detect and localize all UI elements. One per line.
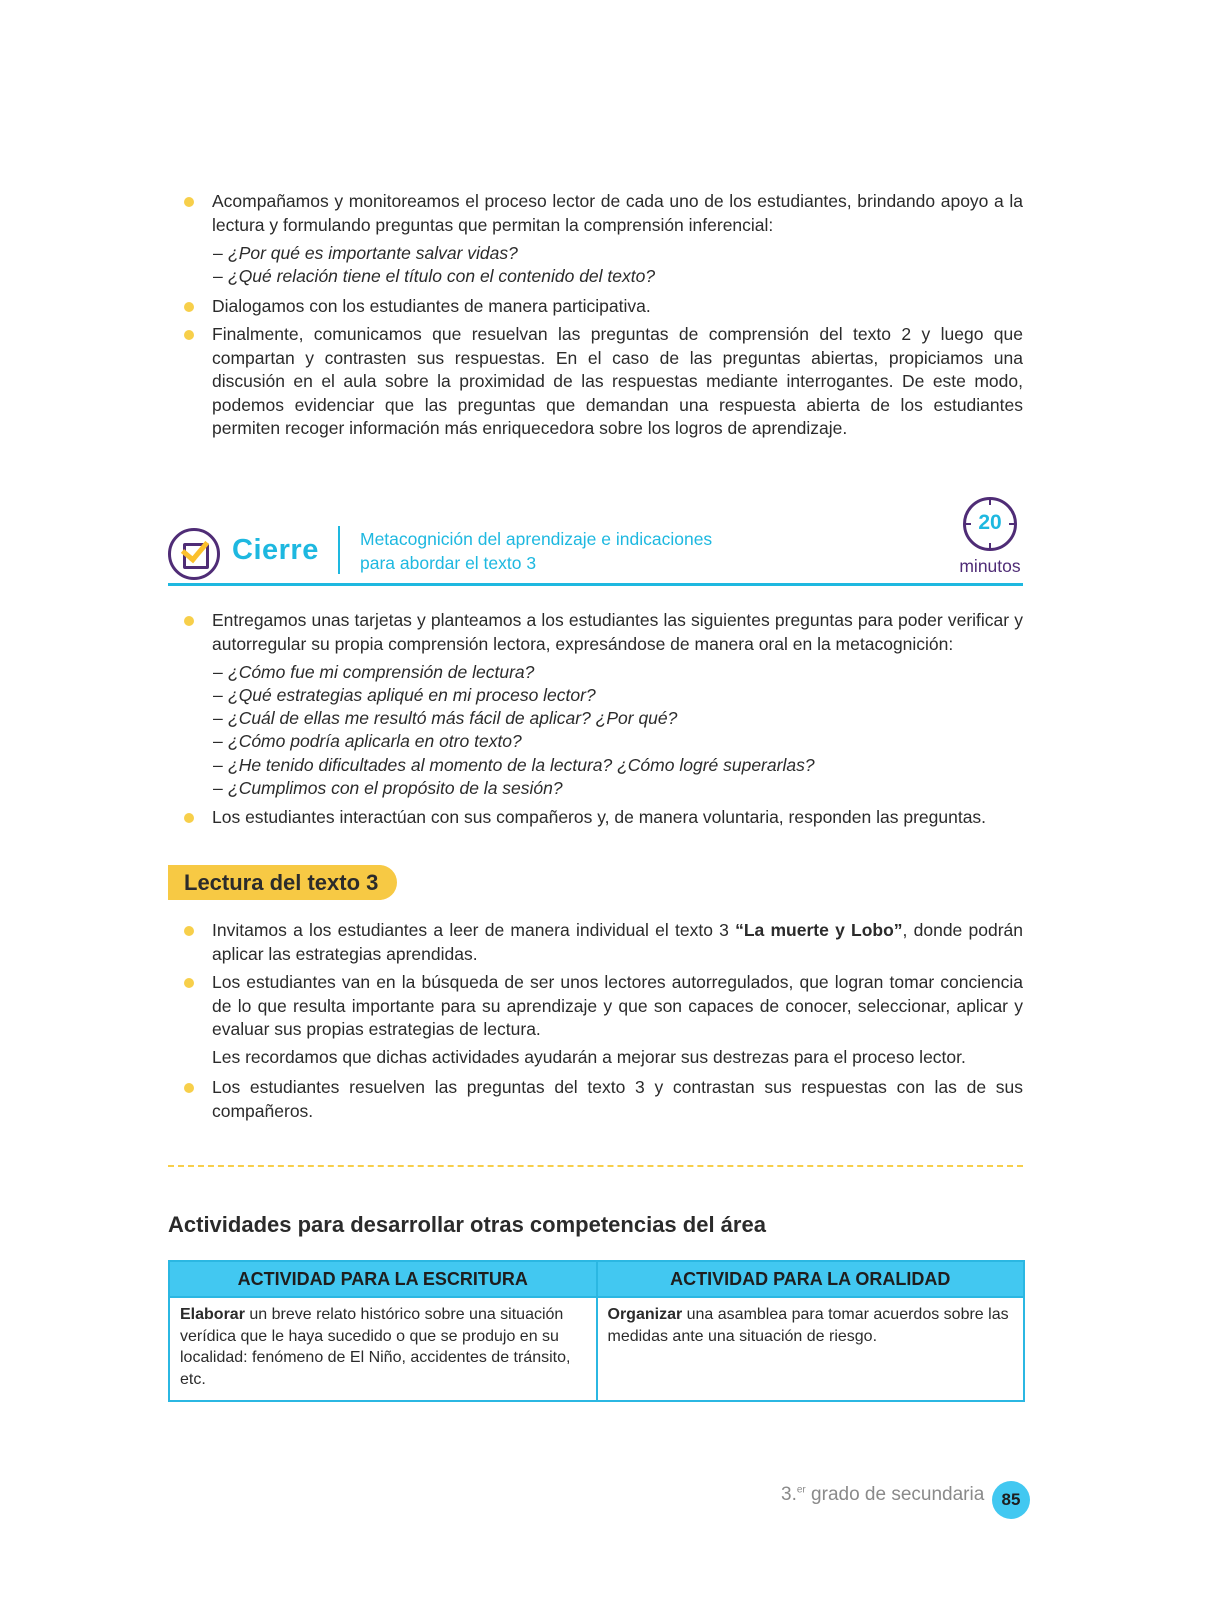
bullet-text: Los estudiantes van en la búsqueda de ser unos lectores autorregulados, que logran tomar conciencia de lo que resulta importante para su aprendizaje y que son capaces de conocer, seleccionar, aplicar y evaluar sus propias estrategias de lectura. (212, 972, 1023, 1039)
table-cell-escritura: Elaborar un breve relato histórico sobre una situación verídica que le haya sucedido o que se produjo en su localidad: fenómeno de El Niño, accidentes de tránsito, etc. (169, 1297, 597, 1401)
timer-minutes: 20 (978, 511, 1002, 534)
bullet-text: Entregamos unas tarjetas y planteamos a los estudiantes las siguientes preguntas para poder verificar y autorregular su propia comprensión lectora, expresándose de manera oral en la metacognición: (212, 610, 1023, 654)
bullet-dot (184, 616, 194, 626)
bullet-item (168, 806, 1023, 830)
question-text: ¿Qué relación tiene el título con el contenido del texto? (228, 266, 656, 286)
question-item: – ¿Cumplimos con el propósito de la sesión? (213, 778, 563, 798)
cierre-subtitle: Metacognición del aprendizaje e indicaciones para abordar el texto 3 (360, 529, 713, 573)
table-header-escritura: ACTIVIDAD PARA LA ESCRITURA (169, 1261, 597, 1297)
question-text: ¿Por qué es importante salvar vidas? (228, 243, 518, 263)
cierre-title: Cierre (232, 534, 319, 566)
bullet-dot (184, 197, 194, 207)
bullet-text: Invitamos a los estudiantes a leer de manera individual el texto 3 “La muerte y Lobo”, donde podrán aplicar las estrategias aprendidas. (212, 920, 1024, 964)
dashed-divider (168, 1165, 1023, 1167)
section-title-lectura: Lectura del texto 3 (168, 865, 397, 900)
bullet-dot (184, 330, 194, 340)
table-cell-oralidad: Organizar una asamblea para tomar acuerdos sobre las medidas ante una situación de riesgo. (597, 1297, 1025, 1401)
bullet-text: Dialogamos con los estudiantes de manera participativa. (212, 296, 651, 316)
question-item: – ¿Qué relación tiene el título con el contenido del texto? (213, 266, 656, 286)
bullet-dot (184, 813, 194, 823)
bullet-dot (184, 926, 194, 936)
checkbox-icon (168, 528, 220, 580)
question-item: – ¿Cómo fue mi comprensión de lectura? (213, 662, 535, 682)
bullet-item (168, 609, 1023, 656)
activities-heading: Actividades para desarrollar otras competencias del área (168, 1212, 766, 1237)
page-number: 85 (992, 1481, 1030, 1519)
question-item: – ¿Cuál de ellas me resultó más fácil de aplicar? ¿Por qué? (213, 708, 678, 728)
bullet-dot (184, 978, 194, 988)
divider (338, 526, 340, 574)
bullet-text: Finalmente, comunicamos que resuelvan las preguntas de comprensión del texto 2 y luego que compartan y contrasten sus respuestas. En el caso de las preguntas abiertas, propiciamos una discusión en el aula sobre la proximidad de las respuestas mediante interrogantes. De este modo, podemos evidenciar que las preguntas que demandan una respuesta abierta de los estudiantes permiten recoger información más enriquecedora sobre los logros de aprendizaje. (212, 324, 1023, 438)
bullet-item (168, 971, 1023, 1042)
bullet-text: Acompañamos y monitoreamos el proceso lector de cada uno de los estudiantes, brindando apoyo a la lectura y formulando preguntas que permitan la comprensión inferencial: (212, 191, 1023, 235)
paragraph: Les recordamos que dichas actividades ayudarán a mejorar sus destrezas para el proceso lector. (212, 1047, 966, 1067)
question-item: – ¿He tenido dificultades al momento de la lectura? ¿Cómo logré superarlas? (213, 755, 815, 775)
question-item: – ¿Cómo podría aplicarla en otro texto? (213, 731, 522, 751)
table-header-oralidad: ACTIVIDAD PARA LA ORALIDAD (597, 1261, 1025, 1297)
bullet-dot (184, 1083, 194, 1093)
bullet-item (168, 295, 1023, 319)
question-item: – ¿Qué estrategias apliqué en mi proceso lector? (213, 685, 596, 705)
timer-label: minutos (959, 556, 1021, 576)
bullet-text: Los estudiantes resuelven las preguntas del texto 3 y contrastan sus respuestas con las de sus compañeros. (212, 1077, 1023, 1121)
question-item: – ¿Por qué es importante salvar vidas? (213, 243, 518, 263)
activities-table (168, 1260, 1025, 1402)
timer-icon (963, 497, 1017, 551)
bullet-text: Los estudiantes interactúan con sus compañeros y, de manera voluntaria, responden las preguntas. (212, 807, 987, 827)
section-rule (168, 583, 1023, 586)
bullet-item (168, 323, 1023, 441)
bullet-item (168, 919, 1023, 966)
bullet-dot (184, 302, 194, 312)
footer-grade: 3.$^{er}$ grado de secundaria (781, 1484, 985, 1505)
bullet-item (168, 190, 1023, 237)
bullet-item (168, 1076, 1023, 1123)
